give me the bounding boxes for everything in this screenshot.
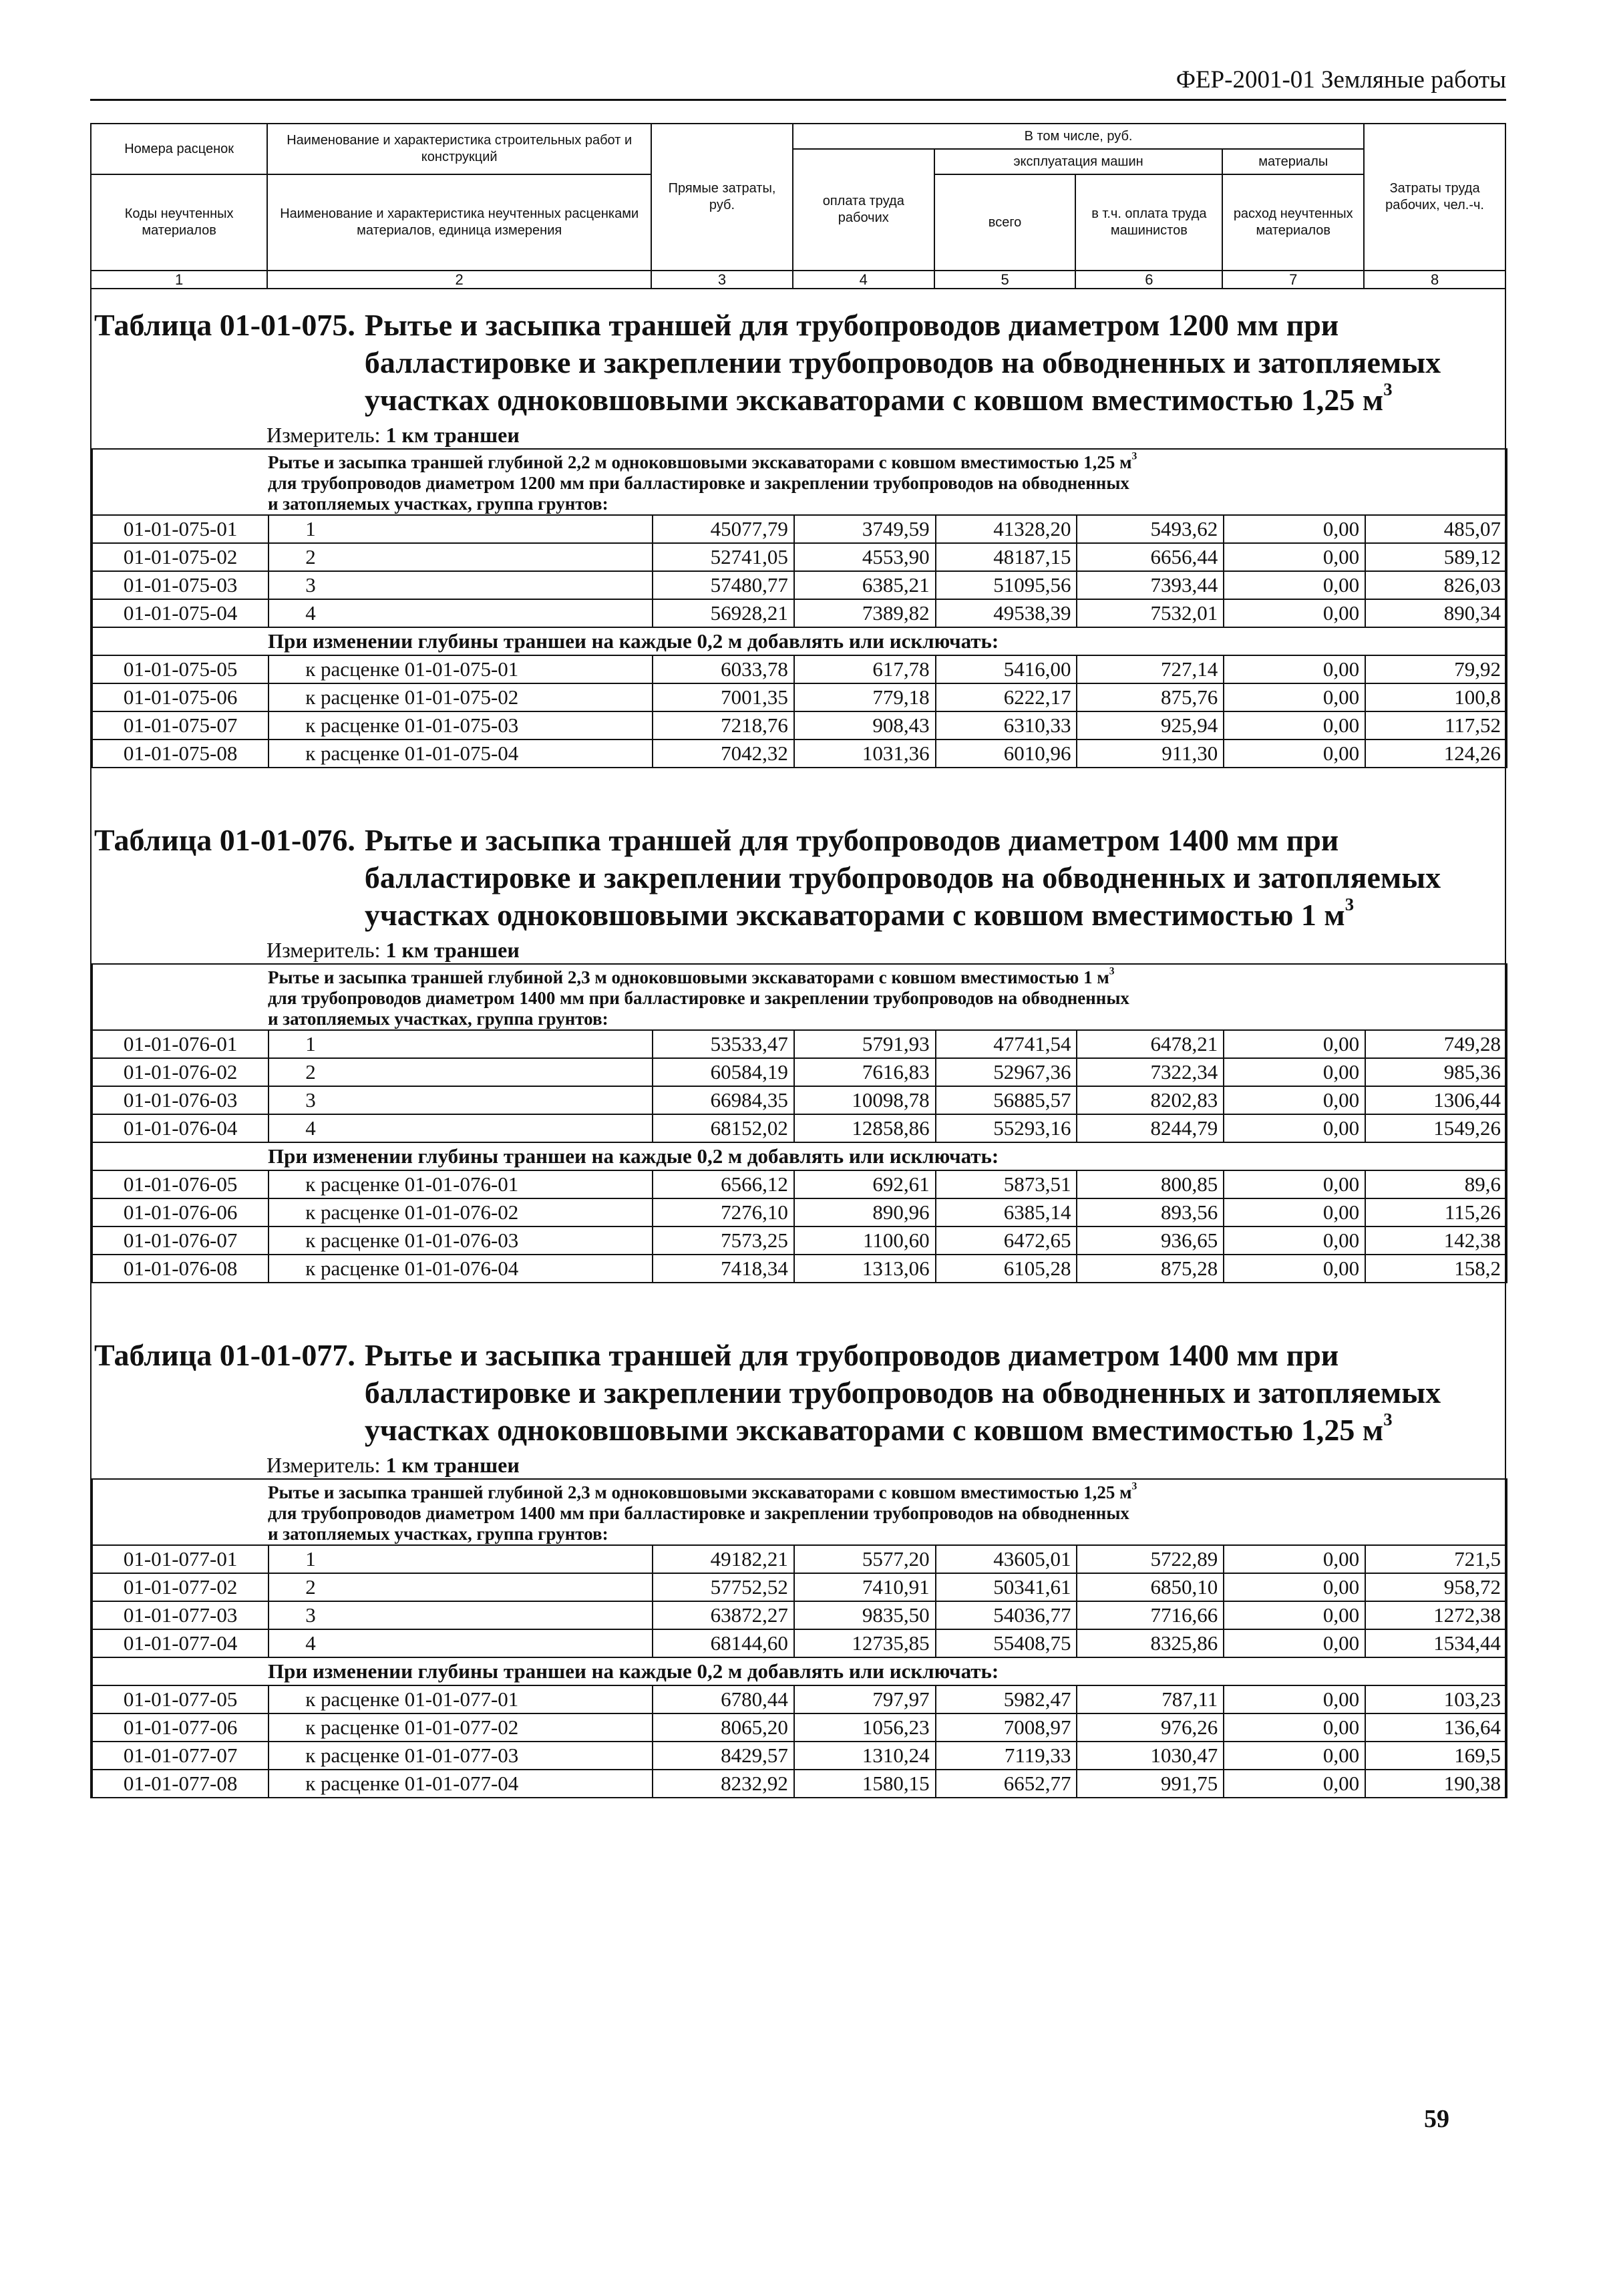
col2-top-header: Наименование и характеристика строительных работ и конструкций: [267, 124, 651, 174]
table-cell: 12735,85: [794, 1629, 936, 1657]
table-cell: 1306,44: [1365, 1086, 1507, 1114]
group-line: и затопляемых участках, группа грунтов:: [268, 494, 608, 514]
group-line: и затопляемых участках, группа грунтов:: [268, 1524, 608, 1544]
table-cell: к расценке 01-01-077-01: [269, 1685, 653, 1713]
col2-bottom-header: Наименование и характеристика неучтенных расценками материалов, единица измерения: [267, 174, 651, 271]
table-cell: 6566,12: [653, 1170, 794, 1198]
meter-label: Измеритель:: [266, 423, 381, 447]
table-cell: к расценке 01-01-076-04: [269, 1255, 653, 1283]
table-row: [92, 1770, 1507, 1798]
table-cell: 115,26: [1365, 1198, 1507, 1226]
table-row: [92, 1058, 1507, 1086]
modifier-row: [92, 1657, 1507, 1685]
table-cell: 2: [269, 1058, 653, 1086]
table-cell: 01-01-077-02: [92, 1573, 269, 1601]
table-cell: 10098,78: [794, 1086, 936, 1114]
table-cell: 1031,36: [794, 740, 936, 768]
table-cell: 7410,91: [794, 1573, 936, 1601]
document-body: [90, 123, 1506, 1798]
table-cell: 136,64: [1365, 1713, 1507, 1742]
table-cell: 6478,21: [1077, 1030, 1224, 1058]
table-cell: 826,03: [1365, 571, 1507, 599]
table-cell: 911,30: [1077, 740, 1224, 768]
table-cell: 797,97: [794, 1685, 936, 1713]
table-cell: 3: [269, 1601, 653, 1629]
table-cell: 57752,52: [653, 1573, 794, 1601]
table-row: [92, 1629, 1507, 1657]
table-cell: 53533,47: [653, 1030, 794, 1058]
table-cell: 1580,15: [794, 1770, 936, 1798]
table-cell: 485,07: [1365, 515, 1507, 543]
table-cell: 8202,83: [1077, 1086, 1224, 1114]
table-cell: 01-01-076-01: [92, 1030, 269, 1058]
group-description-row: [92, 449, 1507, 515]
unit-superscript: 3: [1383, 379, 1393, 399]
table-cell: к расценке 01-01-077-03: [269, 1742, 653, 1770]
col-num: 1: [91, 271, 267, 289]
table-cell: 4: [269, 1629, 653, 1657]
group-description-row: [92, 964, 1507, 1030]
table-cell: 01-01-075-03: [92, 571, 269, 599]
col-num: 2: [267, 271, 651, 289]
table-cell: 49182,21: [653, 1545, 794, 1573]
col3-header: Прямые затраты, руб.: [651, 124, 793, 271]
group-line: Рытье и засыпка траншей глубиной 2,3 м одноковшовыми экскаваторами с ковшом вместимостью 1 м: [268, 967, 1109, 987]
table-cell: 6105,28: [936, 1255, 1077, 1283]
table-cell: 0,00: [1224, 1742, 1365, 1770]
table-cell: 1: [269, 1545, 653, 1573]
table-cell: 0,00: [1224, 1030, 1365, 1058]
table-cell: 56928,21: [653, 599, 794, 627]
meter-line: [92, 934, 1505, 963]
col5-header: всего: [934, 174, 1076, 271]
table-cell: 0,00: [1224, 1086, 1365, 1114]
machines-header: эксплуатация машин: [934, 149, 1223, 174]
table-row: [92, 571, 1507, 599]
materials-header: материалы: [1222, 149, 1364, 174]
table-row: [92, 1114, 1507, 1142]
meter-label: Измеритель:: [266, 938, 381, 962]
table-cell: 68152,02: [653, 1114, 794, 1142]
col-num: 6: [1075, 271, 1222, 289]
rates-table: [92, 1478, 1507, 1798]
table-cell: 985,36: [1365, 1058, 1507, 1086]
table-cell: 57480,77: [653, 571, 794, 599]
table-cell: 0,00: [1224, 1170, 1365, 1198]
table-cell: 0,00: [1224, 1601, 1365, 1629]
unit-superscript: 3: [1131, 450, 1137, 462]
table-cell: к расценке 01-01-075-03: [269, 711, 653, 740]
table-row: [92, 1226, 1507, 1255]
table-cell: 7616,83: [794, 1058, 936, 1086]
table-row: [92, 655, 1507, 683]
table-cell: 976,26: [1077, 1713, 1224, 1742]
table-cell: 0,00: [1224, 1713, 1365, 1742]
table-cell: 5791,93: [794, 1030, 936, 1058]
table-row: [92, 1713, 1507, 1742]
table-cell: 124,26: [1365, 740, 1507, 768]
table-cell: 1100,60: [794, 1226, 936, 1255]
table-cell: 0,00: [1224, 1545, 1365, 1573]
table-cell: 0,00: [1224, 1770, 1365, 1798]
table-title-text: Рытье и засыпка траншей для трубопроводов диаметром 1200 мм при балластировке и закреплении трубопроводов на обводненных и затопляемых участках одноковшовыми экскаваторами с ковшом вместимостью 1,25 м: [364, 308, 1441, 417]
table-title: [92, 289, 1505, 419]
col-num: 4: [793, 271, 934, 289]
rate-table-section: [90, 804, 1506, 1283]
table-cell: 79,92: [1365, 655, 1507, 683]
table-cell: 7218,76: [653, 711, 794, 740]
unit-superscript: 3: [1345, 894, 1355, 915]
table-cell: 7119,33: [936, 1742, 1077, 1770]
col8-header: Затраты труда рабочих, чел.-ч.: [1364, 124, 1505, 271]
meter-label: Измеритель:: [266, 1453, 381, 1477]
table-cell: 158,2: [1365, 1255, 1507, 1283]
table-cell: 991,75: [1077, 1770, 1224, 1798]
table-cell: 7042,32: [653, 740, 794, 768]
table-cell: 5982,47: [936, 1685, 1077, 1713]
table-cell: 0,00: [1224, 1226, 1365, 1255]
table-cell: 01-01-075-08: [92, 740, 269, 768]
table-cell: 1: [269, 1030, 653, 1058]
table-row: [92, 1685, 1507, 1713]
rate-table-section: [90, 1319, 1506, 1798]
table-title-text: Рытье и засыпка траншей для трубопроводов диаметром 1400 мм при балластировке и закреплении трубопроводов на обводненных и затопляемых участках одноковшовыми экскаваторами с ковшом вместимостью 1,25 м: [364, 1338, 1441, 1447]
table-cell: 169,5: [1365, 1742, 1507, 1770]
table-cell: 66984,35: [653, 1086, 794, 1114]
page-number: 59: [1424, 2105, 1449, 2133]
table-cell: 01-01-076-06: [92, 1198, 269, 1226]
table-cell: 01-01-077-06: [92, 1713, 269, 1742]
table-cell: 589,12: [1365, 543, 1507, 571]
modifier-row: [92, 627, 1507, 655]
table-cell: 908,43: [794, 711, 936, 740]
table-cell: 01-01-076-05: [92, 1170, 269, 1198]
table-cell: 749,28: [1365, 1030, 1507, 1058]
table-cell: 01-01-076-04: [92, 1114, 269, 1142]
table-cell: 7532,01: [1077, 599, 1224, 627]
table-cell: 925,94: [1077, 711, 1224, 740]
table-cell: 0,00: [1224, 683, 1365, 711]
table-cell: 0,00: [1224, 1114, 1365, 1142]
table-title: [92, 1319, 1505, 1449]
table-cell: 8325,86: [1077, 1629, 1224, 1657]
table-cell: 01-01-075-02: [92, 543, 269, 571]
table-cell: 01-01-077-03: [92, 1601, 269, 1629]
table-cell: 01-01-076-02: [92, 1058, 269, 1086]
table-cell: 0,00: [1224, 571, 1365, 599]
table-cell: 6850,10: [1077, 1573, 1224, 1601]
table-cell: 8232,92: [653, 1770, 794, 1798]
rates-table: [92, 963, 1507, 1283]
table-row: [92, 1601, 1507, 1629]
table-code: Таблица 01-01-077.: [94, 1338, 355, 1372]
table-cell: 875,28: [1077, 1255, 1224, 1283]
table-cell: 6033,78: [653, 655, 794, 683]
table-cell: 6652,77: [936, 1770, 1077, 1798]
table-cell: 01-01-075-04: [92, 599, 269, 627]
group-line: Рытье и засыпка траншей глубиной 2,2 м одноковшовыми экскаваторами с ковшом вместимостью 1,25 м: [268, 452, 1132, 472]
unit-superscript: 3: [1131, 1480, 1137, 1492]
table-cell: 51095,56: [936, 571, 1077, 599]
table-cell: к расценке 01-01-076-01: [269, 1170, 653, 1198]
table-cell: 100,8: [1365, 683, 1507, 711]
col1-bottom-header: Коды неучтенных материалов: [91, 174, 267, 271]
unit-superscript: 3: [1383, 1409, 1393, 1430]
meter-line: [92, 419, 1505, 448]
table-cell: 52741,05: [653, 543, 794, 571]
table-cell: 41328,20: [936, 515, 1077, 543]
group-line: и затопляемых участках, группа грунтов:: [268, 1009, 608, 1029]
table-cell: 7418,34: [653, 1255, 794, 1283]
table-cell: 47741,54: [936, 1030, 1077, 1058]
tables-container: [90, 289, 1506, 1798]
table-row: [92, 1170, 1507, 1198]
table-cell: 52967,36: [936, 1058, 1077, 1086]
table-cell: 7393,44: [1077, 571, 1224, 599]
table-cell: 800,85: [1077, 1170, 1224, 1198]
section-gap: [90, 768, 1506, 804]
meter-value: 1 км траншеи: [385, 938, 520, 962]
table-cell: 0,00: [1224, 1255, 1365, 1283]
table-cell: 6222,17: [936, 683, 1077, 711]
table-cell: 6472,65: [936, 1226, 1077, 1255]
col-num: 5: [934, 271, 1076, 289]
table-cell: 01-01-077-01: [92, 1545, 269, 1573]
modifier-text: При изменении глубины траншеи на каждые 0,2 м добавлять или исключать:: [92, 1142, 1507, 1170]
table-code: Таблица 01-01-076.: [94, 823, 355, 857]
table-cell: 0,00: [1224, 543, 1365, 571]
table-cell: к расценке 01-01-075-01: [269, 655, 653, 683]
table-row: [92, 1198, 1507, 1226]
meter-value: 1 км траншеи: [385, 1453, 520, 1477]
table-cell: 55408,75: [936, 1629, 1077, 1657]
table-cell: 01-01-076-08: [92, 1255, 269, 1283]
table-cell: к расценке 01-01-075-02: [269, 683, 653, 711]
table-cell: 56885,57: [936, 1086, 1077, 1114]
column-header-table: [90, 123, 1506, 289]
table-cell: к расценке 01-01-076-03: [269, 1226, 653, 1255]
table-cell: 617,78: [794, 655, 936, 683]
unit-superscript: 3: [1109, 965, 1115, 977]
group-line: для трубопроводов диаметром 1200 мм при балластировке и закреплении трубопроводов на обводненных: [268, 473, 1129, 493]
table-cell: 01-01-076-07: [92, 1226, 269, 1255]
table-cell: 01-01-075-01: [92, 515, 269, 543]
table-cell: 6656,44: [1077, 543, 1224, 571]
table-code: Таблица 01-01-075.: [94, 308, 355, 342]
header-rule: [90, 99, 1506, 101]
table-row: [92, 683, 1507, 711]
table-cell: 45077,79: [653, 515, 794, 543]
table-cell: 01-01-075-07: [92, 711, 269, 740]
table-cell: 1: [269, 515, 653, 543]
table-row: [92, 1255, 1507, 1283]
table-cell: 6385,14: [936, 1198, 1077, 1226]
meter-value: 1 км траншеи: [385, 423, 520, 447]
table-cell: 8244,79: [1077, 1114, 1224, 1142]
table-cell: 2: [269, 543, 653, 571]
table-cell: 3: [269, 1086, 653, 1114]
table-cell: 43605,01: [936, 1545, 1077, 1573]
table-cell: 7322,34: [1077, 1058, 1224, 1086]
table-cell: 7716,66: [1077, 1601, 1224, 1629]
table-title: [92, 804, 1505, 934]
table-cell: 6780,44: [653, 1685, 794, 1713]
table-cell: 1549,26: [1365, 1114, 1507, 1142]
table-cell: к расценке 01-01-076-02: [269, 1198, 653, 1226]
table-cell: 779,18: [794, 683, 936, 711]
table-cell: 48187,15: [936, 543, 1077, 571]
table-cell: 1310,24: [794, 1742, 936, 1770]
col-num: 3: [651, 271, 793, 289]
table-cell: 3749,59: [794, 515, 936, 543]
table-cell: 49538,39: [936, 599, 1077, 627]
table-cell: 7001,35: [653, 683, 794, 711]
table-cell: 6385,21: [794, 571, 936, 599]
table-row: [92, 543, 1507, 571]
col-num: 7: [1222, 271, 1364, 289]
table-cell: 01-01-076-03: [92, 1086, 269, 1114]
table-cell: 727,14: [1077, 655, 1224, 683]
table-row: [92, 1573, 1507, 1601]
table-cell: 54036,77: [936, 1601, 1077, 1629]
table-row: [92, 1030, 1507, 1058]
rate-table-section: [90, 289, 1506, 768]
document-header: ФЕР-2001-01 Земляные работы: [1176, 66, 1506, 94]
incl-header: В том числе, руб.: [793, 124, 1364, 149]
table-cell: 7389,82: [794, 599, 936, 627]
group-description-row: [92, 1479, 1507, 1545]
table-cell: 60584,19: [653, 1058, 794, 1086]
table-cell: 0,00: [1224, 1058, 1365, 1086]
table-cell: 0,00: [1224, 1685, 1365, 1713]
group-line: для трубопроводов диаметром 1400 мм при балластировке и закреплении трубопроводов на обводненных: [268, 1503, 1129, 1523]
table-cell: 0,00: [1224, 655, 1365, 683]
table-cell: 787,11: [1077, 1685, 1224, 1713]
table-cell: 890,96: [794, 1198, 936, 1226]
table-cell: 6010,96: [936, 740, 1077, 768]
table-cell: 1272,38: [1365, 1601, 1507, 1629]
table-cell: 63872,27: [653, 1601, 794, 1629]
table-cell: 12858,86: [794, 1114, 936, 1142]
table-cell: 0,00: [1224, 599, 1365, 627]
rates-table: [92, 448, 1507, 768]
table-cell: 5416,00: [936, 655, 1077, 683]
table-cell: 0,00: [1224, 1629, 1365, 1657]
table-row: [92, 1545, 1507, 1573]
table-cell: 0,00: [1224, 711, 1365, 740]
group-line: Рытье и засыпка траншей глубиной 2,3 м одноковшовыми экскаваторами с ковшом вместимостью 1,25 м: [268, 1482, 1132, 1502]
table-cell: 5493,62: [1077, 515, 1224, 543]
table-cell: 9835,50: [794, 1601, 936, 1629]
modifier-text: При изменении глубины траншеи на каждые 0,2 м добавлять или исключать:: [92, 627, 1507, 655]
modifier-text: При изменении глубины траншеи на каждые 0,2 м добавлять или исключать:: [92, 1657, 1507, 1685]
table-cell: к расценке 01-01-077-02: [269, 1713, 653, 1742]
table-cell: 55293,16: [936, 1114, 1077, 1142]
table-cell: 142,38: [1365, 1226, 1507, 1255]
table-cell: 89,6: [1365, 1170, 1507, 1198]
section-gap: [90, 1283, 1506, 1319]
table-cell: 1030,47: [1077, 1742, 1224, 1770]
table-cell: 8065,20: [653, 1713, 794, 1742]
table-cell: 875,76: [1077, 683, 1224, 711]
table-cell: 3: [269, 571, 653, 599]
table-cell: к расценке 01-01-075-04: [269, 740, 653, 768]
col1-top-header: Номера расценок: [91, 124, 267, 174]
table-row: [92, 1086, 1507, 1114]
table-cell: 1056,23: [794, 1713, 936, 1742]
table-cell: 958,72: [1365, 1573, 1507, 1601]
table-cell: 890,34: [1365, 599, 1507, 627]
modifier-row: [92, 1142, 1507, 1170]
table-cell: 0,00: [1224, 515, 1365, 543]
table-cell: 01-01-077-07: [92, 1742, 269, 1770]
table-cell: 01-01-077-05: [92, 1685, 269, 1713]
table-cell: 0,00: [1224, 740, 1365, 768]
table-cell: 893,56: [1077, 1198, 1224, 1226]
table-row: [92, 599, 1507, 627]
table-row: [92, 740, 1507, 768]
table-cell: 0,00: [1224, 1573, 1365, 1601]
col6-header: в т.ч. оплата труда машинистов: [1075, 174, 1222, 271]
table-cell: 01-01-077-08: [92, 1770, 269, 1798]
table-cell: 103,23: [1365, 1685, 1507, 1713]
meter-line: [92, 1449, 1505, 1478]
table-cell: 2: [269, 1573, 653, 1601]
col4-header: оплата труда рабочих: [793, 149, 934, 271]
table-cell: 4553,90: [794, 543, 936, 571]
table-cell: 8429,57: [653, 1742, 794, 1770]
table-title-text: Рытье и засыпка траншей для трубопроводов диаметром 1400 мм при балластировке и закреплении трубопроводов на обводненных и затопляемых участках одноковшовыми экскаваторами с ковшом вместимостью 1 м: [364, 823, 1441, 932]
table-cell: 7008,97: [936, 1713, 1077, 1742]
table-cell: 7573,25: [653, 1226, 794, 1255]
table-row: [92, 515, 1507, 543]
table-cell: 50341,61: [936, 1573, 1077, 1601]
table-row: [92, 1742, 1507, 1770]
table-cell: 936,65: [1077, 1226, 1224, 1255]
col7-header: расход неучтенных материалов: [1222, 174, 1364, 271]
table-cell: 117,52: [1365, 711, 1507, 740]
table-cell: 1534,44: [1365, 1629, 1507, 1657]
table-cell: 6310,33: [936, 711, 1077, 740]
table-cell: 5722,89: [1077, 1545, 1224, 1573]
table-cell: 4: [269, 599, 653, 627]
table-cell: 5873,51: [936, 1170, 1077, 1198]
table-cell: 721,5: [1365, 1545, 1507, 1573]
table-cell: 1313,06: [794, 1255, 936, 1283]
table-cell: 692,61: [794, 1170, 936, 1198]
table-cell: 68144,60: [653, 1629, 794, 1657]
table-cell: 7276,10: [653, 1198, 794, 1226]
table-cell: к расценке 01-01-077-04: [269, 1770, 653, 1798]
table-cell: 5577,20: [794, 1545, 936, 1573]
table-cell: 4: [269, 1114, 653, 1142]
col-num: 8: [1364, 271, 1505, 289]
table-row: [92, 711, 1507, 740]
table-cell: 0,00: [1224, 1198, 1365, 1226]
table-cell: 01-01-075-06: [92, 683, 269, 711]
group-line: для трубопроводов диаметром 1400 мм при балластировке и закреплении трубопроводов на обводненных: [268, 988, 1129, 1008]
table-cell: 190,38: [1365, 1770, 1507, 1798]
table-cell: 01-01-077-04: [92, 1629, 269, 1657]
table-cell: 01-01-075-05: [92, 655, 269, 683]
